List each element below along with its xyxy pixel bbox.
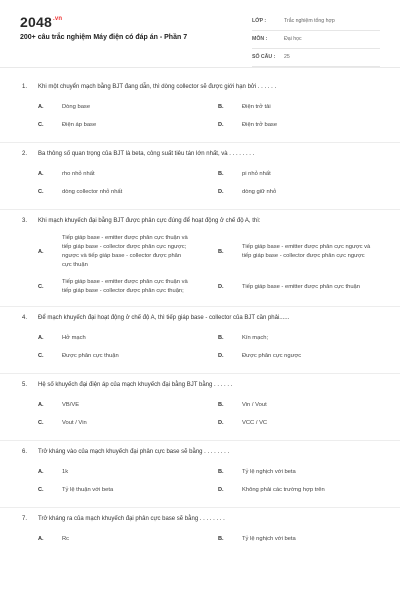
question-header bbox=[20, 76, 380, 94]
question-number: 5. bbox=[22, 382, 28, 388]
option-c[interactable] bbox=[20, 416, 192, 430]
option-b[interactable] bbox=[200, 532, 372, 546]
question-3 bbox=[0, 209, 400, 306]
option-text: Hở mạch bbox=[62, 334, 86, 341]
option-letter: B. bbox=[218, 104, 224, 110]
option-letter: A. bbox=[38, 469, 44, 475]
logo-suffix: .vn bbox=[52, 16, 63, 22]
option-letter: A. bbox=[38, 402, 44, 408]
question-header bbox=[20, 210, 380, 228]
option-b[interactable] bbox=[200, 398, 372, 412]
question-text: Để mạch khuyếch đại hoạt động ở chế độ A, thì tiếp giáp base - collector của BJT cần phải...... bbox=[38, 315, 290, 321]
option-text: Vout / Vin bbox=[62, 419, 87, 426]
option-d[interactable] bbox=[200, 118, 372, 132]
options bbox=[20, 392, 380, 440]
option-letter: D. bbox=[218, 122, 224, 128]
question-5 bbox=[0, 373, 400, 440]
option-d[interactable] bbox=[200, 483, 372, 497]
option-text: Điện trở base bbox=[242, 121, 278, 128]
option-text: Điện trở tải bbox=[242, 103, 271, 110]
option-letter: C. bbox=[38, 353, 44, 359]
question-text: Trở kháng vào của mạch khuyếch đại phân cực base sẽ bằng . . . . . . . . bbox=[38, 449, 230, 455]
option-text: Được phân cực thuận bbox=[62, 352, 119, 359]
option-text: rho nhỏ nhất bbox=[62, 170, 95, 177]
info-value: Đại học bbox=[284, 36, 302, 42]
option-letter: C. bbox=[38, 122, 44, 128]
info-value: Trắc nghiệm tổng hợp bbox=[284, 18, 335, 24]
option-b[interactable] bbox=[200, 465, 372, 479]
question-7 bbox=[0, 507, 400, 556]
question-text: Khi một chuyển mạch bằng BJT đang dẫn, thì dòng collector sẽ được giới hạn bởi . . . . . . bbox=[38, 84, 277, 90]
question-header bbox=[20, 374, 380, 392]
option-letter: C. bbox=[38, 189, 44, 195]
option-text: VB/VE bbox=[62, 401, 80, 408]
question-header bbox=[20, 508, 380, 526]
option-letter: D. bbox=[218, 353, 224, 359]
option-text: Dòng base bbox=[62, 103, 91, 110]
info-row-count bbox=[252, 52, 380, 67]
option-letter: B. bbox=[218, 469, 224, 475]
options bbox=[20, 228, 380, 306]
option-b[interactable] bbox=[200, 234, 372, 270]
option-letter: D. bbox=[218, 284, 224, 290]
option-letter: B. bbox=[218, 335, 224, 341]
options bbox=[20, 526, 380, 556]
option-text: Rc bbox=[62, 535, 70, 542]
option-text: Tiếp giáp base - emitter được phân cực thuận và tiếp giáp base - collector được phân cực ngược; ngược và tiếp giáp base - collector được phân cực thuận bbox=[62, 235, 188, 268]
option-c[interactable] bbox=[20, 483, 192, 497]
option-d[interactable] bbox=[200, 185, 372, 199]
option-b[interactable] bbox=[200, 331, 372, 345]
option-d[interactable] bbox=[200, 278, 372, 296]
info-row-subject bbox=[252, 34, 380, 49]
question-list bbox=[0, 76, 400, 556]
option-letter: B. bbox=[218, 249, 224, 255]
info-label: SỐ CÂU : bbox=[252, 54, 276, 60]
info-value: 25 bbox=[284, 54, 290, 60]
option-c[interactable] bbox=[20, 185, 192, 199]
option-letter: A. bbox=[38, 171, 44, 177]
info-row-class bbox=[252, 16, 380, 31]
option-a[interactable] bbox=[20, 398, 192, 412]
question-text: Ba thông số quan trọng của BJT là beta, công suất tiêu tán lớn nhất, và . . . . . . . . bbox=[38, 151, 255, 157]
option-c[interactable] bbox=[20, 349, 192, 363]
option-text: Vin / Vout bbox=[242, 401, 267, 408]
option-text: Kín mạch; bbox=[242, 334, 269, 341]
option-a[interactable] bbox=[20, 532, 192, 546]
option-letter: A. bbox=[38, 104, 44, 110]
option-c[interactable] bbox=[20, 118, 192, 132]
option-a[interactable] bbox=[20, 465, 192, 479]
option-b[interactable] bbox=[200, 167, 372, 181]
question-number: 7. bbox=[22, 516, 28, 522]
option-text: Được phân cực ngược bbox=[242, 352, 302, 359]
option-text: VCC / VC bbox=[242, 419, 268, 426]
question-number: 4. bbox=[22, 315, 28, 321]
question-number: 2. bbox=[22, 151, 28, 157]
option-b[interactable] bbox=[200, 100, 372, 114]
option-text: Không phải các trường hợp trên bbox=[242, 486, 325, 493]
option-letter: D. bbox=[218, 189, 224, 195]
option-letter: B. bbox=[218, 402, 224, 408]
option-letter: D. bbox=[218, 487, 224, 493]
option-d[interactable] bbox=[200, 349, 372, 363]
option-text: dòng giữ nhỏ bbox=[242, 188, 277, 195]
option-letter: C. bbox=[38, 420, 44, 426]
question-number: 3. bbox=[22, 218, 28, 224]
option-letter: B. bbox=[218, 536, 224, 542]
option-c[interactable] bbox=[20, 278, 192, 296]
question-2 bbox=[0, 142, 400, 209]
site-logo[interactable] bbox=[20, 14, 62, 30]
options bbox=[20, 459, 380, 507]
option-letter: A. bbox=[38, 335, 44, 341]
question-1 bbox=[0, 76, 400, 142]
info-panel bbox=[252, 16, 380, 70]
option-letter: D. bbox=[218, 420, 224, 426]
question-header bbox=[20, 441, 380, 459]
question-text: Trở kháng ra của mạch khuyếch đại phân cực base sẽ bằng . . . . . . . . bbox=[38, 516, 225, 522]
option-text: Tỷ lệ nghịch với beta bbox=[242, 535, 296, 542]
option-text: Tiếp giáp base - emitter được phân cực thuận và tiếp giáp base - collector được phân cực thuận; bbox=[62, 279, 188, 294]
option-text: Điện áp base bbox=[62, 121, 97, 128]
option-text: Tiếp giáp base - emitter được phân cực ngược và tiếp giáp base - collector được phân cực ngược bbox=[242, 244, 371, 259]
question-number: 1. bbox=[22, 84, 28, 90]
info-label: LỚP : bbox=[252, 18, 267, 24]
options bbox=[20, 325, 380, 373]
question-6 bbox=[0, 440, 400, 507]
option-letter: C. bbox=[38, 284, 44, 290]
option-text: pi nhỏ nhất bbox=[242, 170, 271, 177]
option-text: 1k bbox=[62, 468, 69, 475]
option-letter: A. bbox=[38, 536, 44, 542]
option-a[interactable] bbox=[20, 331, 192, 345]
option-a[interactable] bbox=[20, 234, 192, 270]
header-divider bbox=[0, 67, 400, 68]
option-a[interactable] bbox=[20, 167, 192, 181]
header bbox=[0, 0, 400, 64]
question-text: Hệ số khuyếch đại điện áp của mạch khuyếch đại bằng BJT bằng . . . . . . bbox=[38, 382, 233, 388]
question-text: Khi mạch khuyếch đại bằng BJT được phân cực đúng để hoạt động ở chế độ A, thì: bbox=[38, 218, 261, 224]
option-text: Tiếp giáp base - emitter được phân cực thuận bbox=[242, 283, 361, 290]
question-header bbox=[20, 307, 380, 325]
document-title: 200+ câu trắc nghiệm Máy điện có đáp án - Phần 7 bbox=[20, 34, 188, 41]
option-letter: A. bbox=[38, 249, 44, 255]
option-text: Tỷ lệ nghịch với beta bbox=[242, 468, 296, 475]
option-d[interactable] bbox=[200, 416, 372, 430]
question-header bbox=[20, 143, 380, 161]
option-letter: B. bbox=[218, 171, 224, 177]
question-number: 6. bbox=[22, 449, 28, 455]
info-label: MÔN : bbox=[252, 36, 268, 42]
question-4 bbox=[0, 306, 400, 373]
option-text: dòng collector nhỏ nhất bbox=[62, 188, 123, 195]
options bbox=[20, 94, 380, 142]
options bbox=[20, 161, 380, 209]
option-text: Tỷ lệ thuận với beta bbox=[62, 486, 114, 493]
option-letter: C. bbox=[38, 487, 44, 493]
logo-text: 2048 bbox=[20, 14, 52, 30]
option-a[interactable] bbox=[20, 100, 192, 114]
